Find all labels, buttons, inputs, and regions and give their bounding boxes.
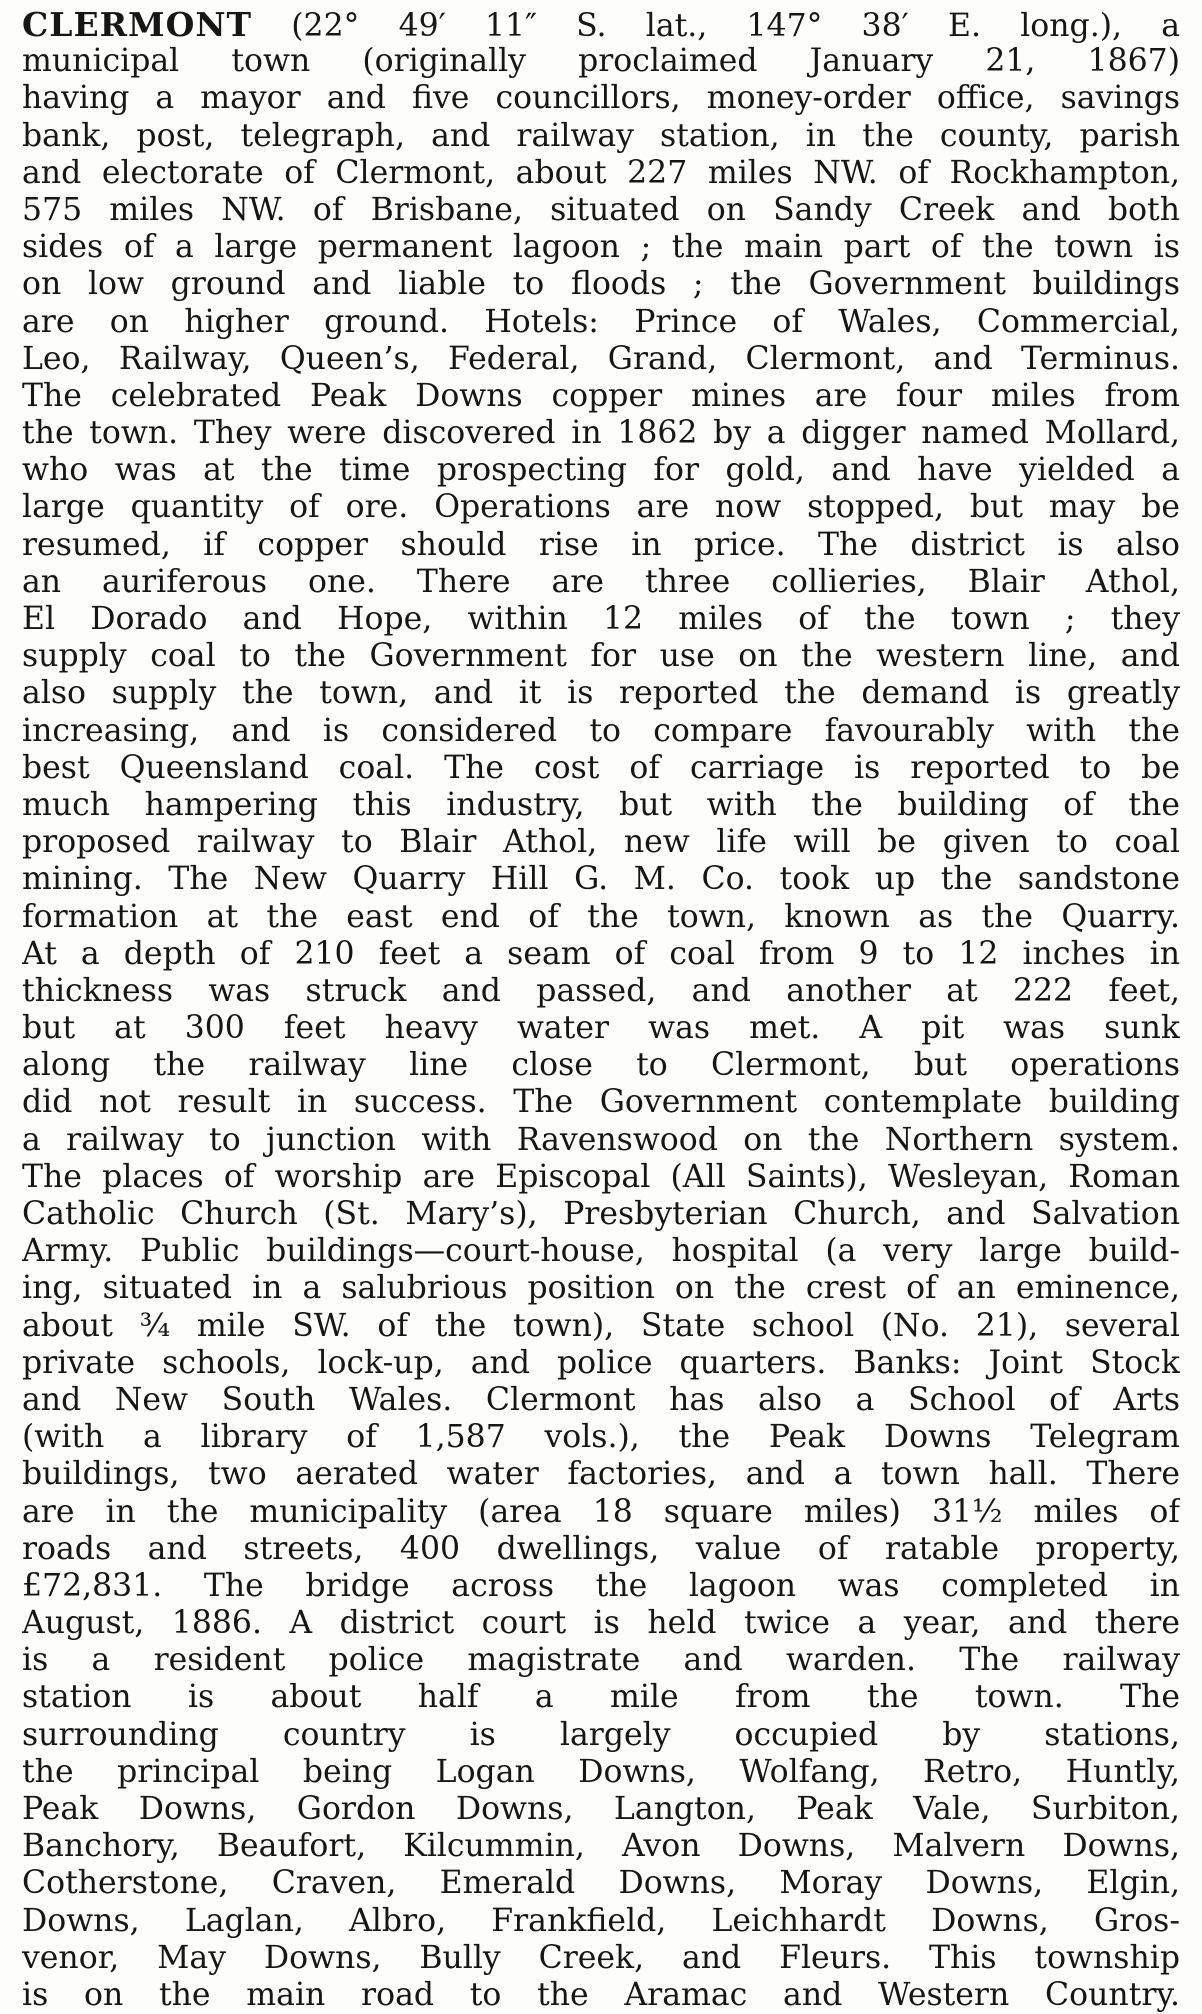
text-line: thickness was struck and passed, and another at 222 feet, [22,972,1180,1009]
text-line: mining. The New Quarry Hill G. M. Co. took up the sandstone [22,861,1180,898]
text-line: (with a library of 1,587 vols.), the Peak Downs Telegram [22,1419,1180,1456]
text-line: is a resident police magistrate and warden. The railway [22,1642,1180,1679]
text-line: the principal being Logan Downs, Wolfang, Retro, Huntly, [22,1753,1180,1790]
text-line: roads and streets, 400 dwellings, value of ratable property, [22,1530,1180,1567]
text-line: Cotherstone, Craven, Emerald Downs, Moray Downs, Elgin, [22,1865,1180,1902]
text-line: on low ground and liable to floods ; the Government buildings [22,266,1180,303]
text-line: El Dorado and Hope, within 12 miles of the town ; they [22,601,1180,637]
text-line: August, 1886. A district court is held twice a year, and there [22,1605,1180,1642]
text-line: Banchory, Beaufort, Kilcummin, Avon Downs, Malvern Downs, [22,1828,1180,1865]
first-line [22,6,1180,43]
text-line: station is about half a mile from the town. The [22,1679,1180,1716]
text-line: are on higher ground. Hotels: Prince of Wales, Commercial, [22,303,1180,340]
text-line: and electorate of Clermont, about 227 miles NW. of Rockhampton, [22,154,1180,191]
text-line: a railway to junction with Ravenswood on the Northern system. [22,1121,1180,1158]
text-line: proposed railway to Blair Athol, new life will be given to coal [22,824,1180,861]
text-line: surrounding country is largely occupied by stations, [22,1716,1180,1753]
text-line: (22° 49′ 11″ S. lat., 147° 38′ E. long.), a [252,8,1180,44]
gazetteer-entry [22,6,1180,2014]
text-line: formation at the east end of the town, known as the Quarry. [22,898,1180,935]
text-line: increasing, and is considered to compare favourably with the [22,712,1180,749]
text-line: 575 miles NW. of Brisbane, situated on Sandy Creek and both [22,191,1180,228]
text-line: is on the main road to the Aramac and Western Country. [22,1976,1180,2013]
text-line: about ¾ mile SW. of the town), State school (No. 21), several [22,1307,1180,1344]
text-line: along the railway line close to Clermont, but operations [22,1047,1180,1084]
headword: CLERMONT [22,6,253,44]
text-line: but at 300 feet heavy water was met. A pit was sunk [22,1010,1180,1047]
text-line: large quantity of ore. Operations are now stopped, but may be [22,489,1180,526]
text-line: venor, May Downs, Bully Creek, and Fleurs. This township [22,1939,1180,1976]
text-line: who was at the time prospecting for gold, and have yielded a [22,452,1180,489]
text-line: and New South Wales. Clermont has also a School of Arts [22,1381,1180,1418]
text-line: ing, situated in a salubrious position on the crest of an eminence, [22,1270,1180,1307]
text-line: supply coal to the Government for use on the western line, and [22,638,1180,675]
text-line: The places of worship are Episcopal (All Saints), Wesleyan, Roman [22,1158,1180,1195]
text-line: best Queensland coal. The cost of carriage is reported to be [22,749,1180,786]
text-line: resumed, if copper should rise in price. The district is also [22,526,1180,563]
text-line: Downs, Laglan, Albro, Frankfield, Leichhardt Downs, Gros- [22,1902,1180,1939]
text-line: an auriferous one. There are three collieries, Blair Athol, [22,563,1180,600]
text-line: Leo, Railway, Queen’s, Federal, Grand, Clermont, and Terminus. [22,340,1180,377]
text-line: did not result in success. The Government contemplate building [22,1084,1180,1121]
text-line: private schools, lock-up, and police quarters. Banks: Joint Stock [22,1344,1180,1381]
text-line: £72,831. The bridge across the lagoon was completed in [22,1567,1180,1604]
text-line: also supply the town, and it is reported the demand is greatly [22,675,1180,712]
text-line: having a mayor and five councillors, money-order office, savings [22,80,1180,117]
text-line: bank, post, telegraph, and railway station, in the county, parish [22,117,1180,154]
text-line: much hampering this industry, but with the building of the [22,786,1180,823]
text-line: sides of a large permanent lagoon ; the main part of the town is [22,229,1180,266]
text-line: Catholic Church (St. Mary’s), Presbyterian Church, and Salvation [22,1196,1180,1232]
text-line: The celebrated Peak Downs copper mines are four miles from [22,377,1180,414]
text-line: the town. They were discovered in 1862 by a digger named Mollard, [22,415,1180,452]
text-line: Peak Downs, Gordon Downs, Langton, Peak Vale, Surbiton, [22,1791,1180,1827]
text-line: municipal town (originally proclaimed January 21, 1867) [22,43,1180,80]
text-line: Army. Public buildings—court-house, hospital (a very large build- [22,1233,1180,1270]
text-line: buildings, two aerated water factories, and a town hall. There [22,1456,1180,1493]
text-line: are in the municipality (area 18 square miles) 31½ miles of [22,1493,1180,1530]
text-line: At a depth of 210 feet a seam of coal from 9 to 12 inches in [22,935,1180,972]
